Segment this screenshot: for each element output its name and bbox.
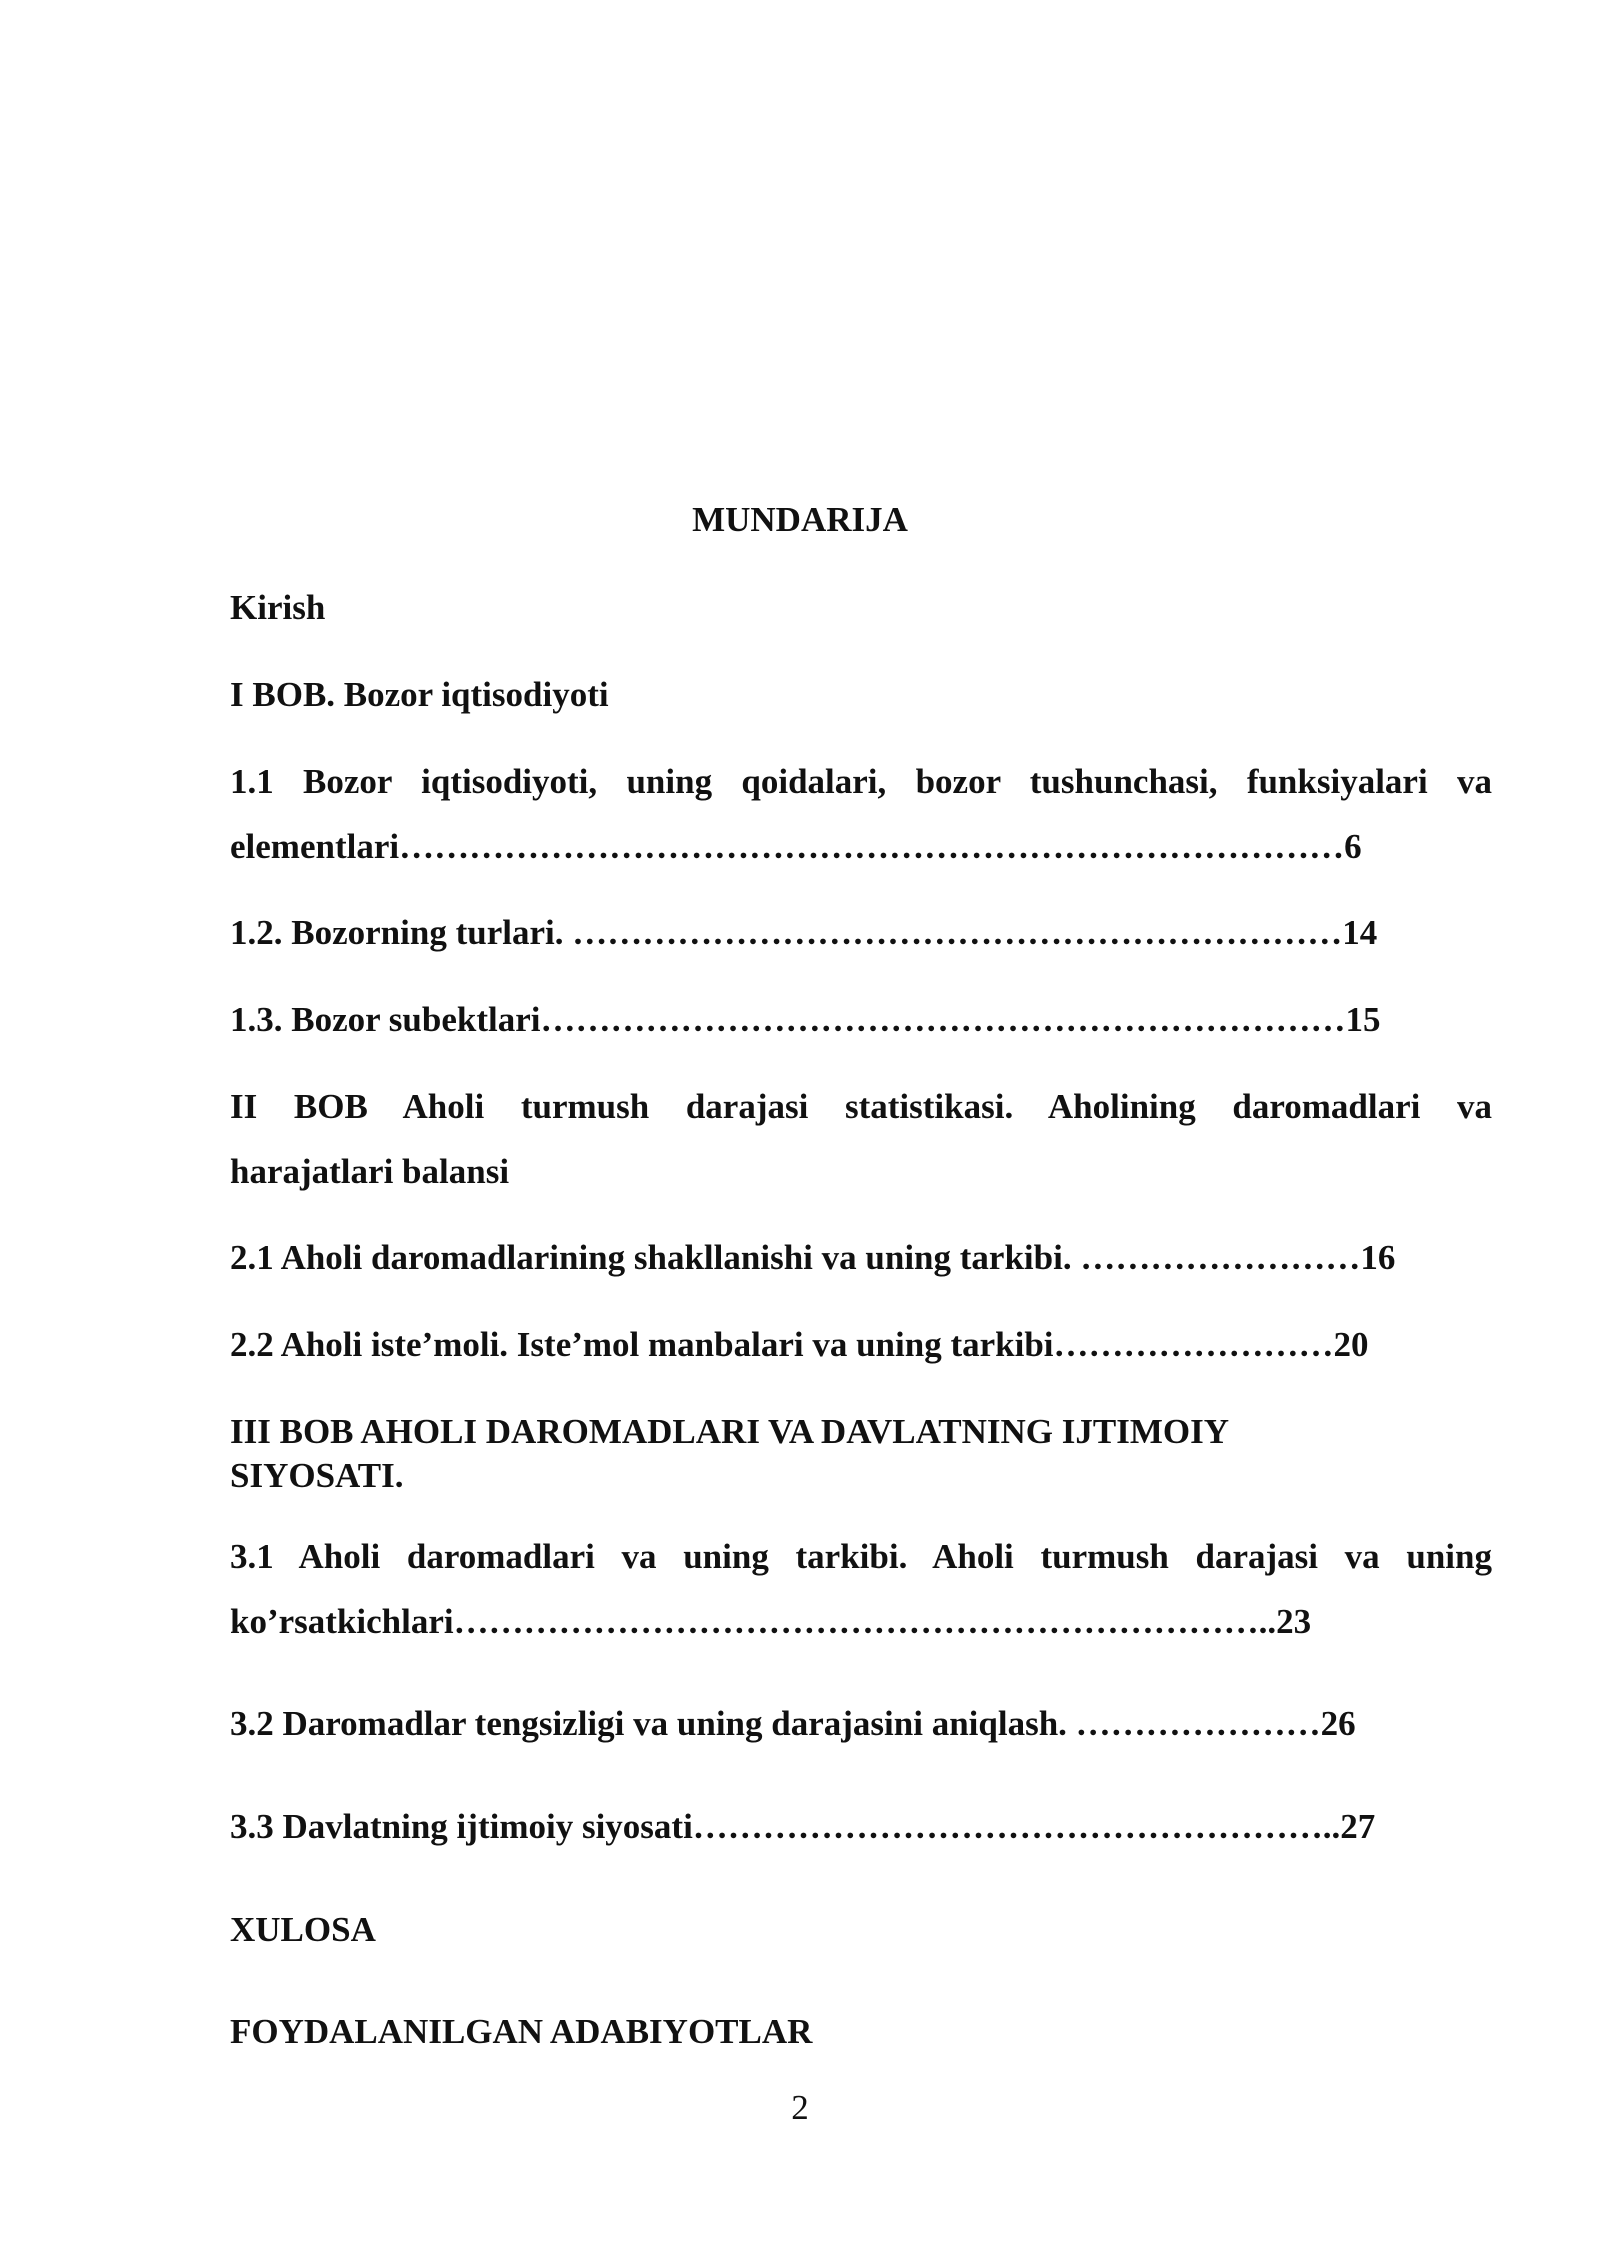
toc-entry-2-2: 2.2 Aholi iste’moli. Iste’mol manbalari va uning tarkibi……………………20	[230, 1325, 1369, 1364]
toc-entry-2-1: 2.1 Aholi daromadlarining shakllanishi va uning tarkibi. ……………………16	[230, 1238, 1396, 1277]
toc-entry-3-1-line1: 3.1 Aholi daromadlari va uning tarkibi. Aholi turmush darajasi va uning	[230, 1537, 1492, 1576]
page-number: 2	[791, 2088, 809, 2127]
toc-entry-3-3: 3.3 Davlatning ijtimoiy siyosati………………………………………………..27	[230, 1807, 1376, 1846]
toc-entry-1-3: 1.3. Bozor subektlari……………………………………………………………15	[230, 1000, 1381, 1039]
toc-entry-bob1: I BOB. Bozor iqtisodiyoti	[230, 675, 609, 714]
toc-entry-adabiyotlar: FOYDALANILGAN ADABIYOTLAR	[230, 2012, 813, 2051]
toc-entry-bob3-line2: SIYOSATI.	[230, 1456, 404, 1495]
toc-entry-bob2-line2: harajatlari balansi	[230, 1152, 510, 1191]
toc-entry-kirish: Kirish	[230, 588, 326, 627]
toc-entry-1-2: 1.2. Bozorning turlari. …………………………………………………………14	[230, 913, 1378, 952]
toc-entry-3-2: 3.2 Daromadlar tengsizligi va uning darajasini aniqlash. …………………26	[230, 1704, 1356, 1743]
toc-entry-bob3-line1: III BOB AHOLI DAROMADLARI VA DAVLATNING IJTIMOIY	[230, 1412, 1229, 1451]
toc-entry-1-1-line2: elementlari………………………………………………………………………6	[230, 827, 1362, 866]
toc-entry-bob2-line1: II BOB Aholi turmush darajasi statistikasi. Aholining daromadlari va	[230, 1087, 1492, 1126]
toc-entry-3-1-line2: ko’rsatkichlari……………………………………………………………..23	[230, 1602, 1312, 1641]
toc-entry-xulosa: XULOSA	[230, 1910, 376, 1949]
toc-entry-1-1-line1: 1.1 Bozor iqtisodiyoti, uning qoidalari, bozor tushunchasi, funksiyalari va	[230, 762, 1492, 801]
toc-title: MUNDARIJA	[692, 500, 908, 539]
